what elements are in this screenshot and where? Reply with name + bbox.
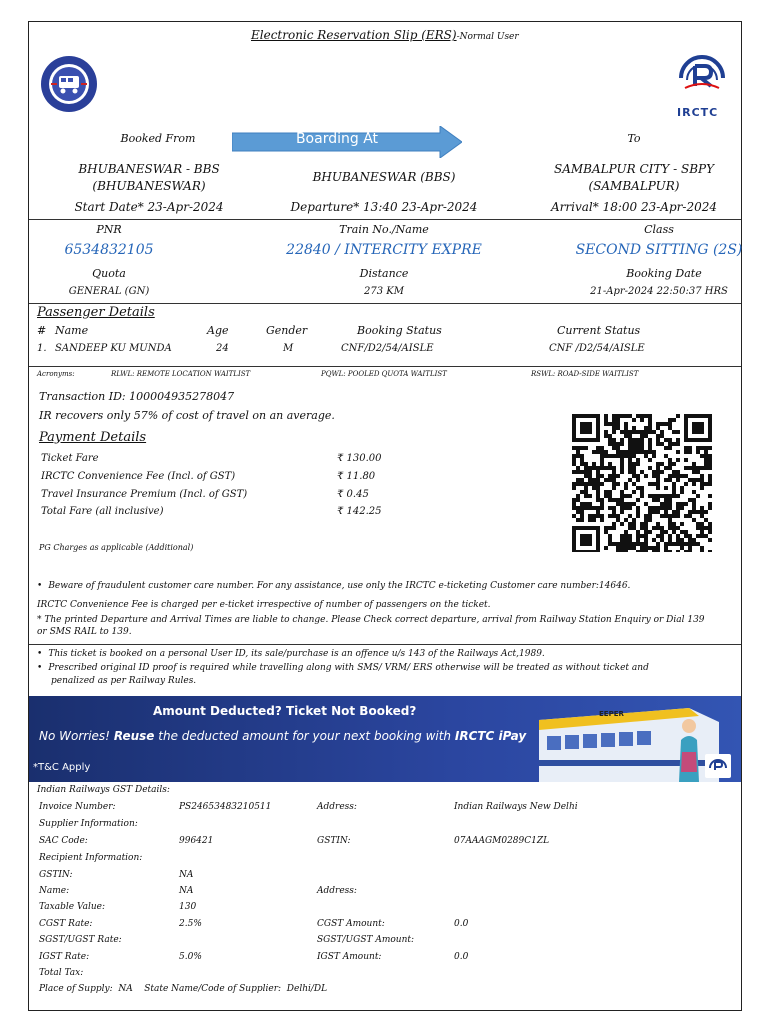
indian-railways-logo xyxy=(39,54,99,114)
col-booking-status: Booking Status xyxy=(357,324,442,337)
passenger-booking-status: CNF/D2/54/AISLE xyxy=(341,343,434,354)
cgst-rate-value: 2.5% xyxy=(179,919,202,929)
irctc-logo xyxy=(671,50,733,106)
ipay-banner[interactable] xyxy=(29,696,741,782)
cost-recovery-note: IR recovers only 57% of cost of travel on an average. xyxy=(39,409,335,422)
start-date: Start Date* 23-Apr-2024 xyxy=(74,200,224,214)
place-of-supply: Place of Supply: NA State Name/Code of Supplier: Delhi/DL xyxy=(39,984,328,994)
cgst-amount-value: 0.0 xyxy=(454,919,469,929)
col-number: # xyxy=(37,324,47,337)
payment-details-heading: Payment Details xyxy=(39,430,147,445)
banner-message: No Worries! Reuse the deducted amount for your next booking with IRCTC iPay xyxy=(39,729,527,743)
gst-heading: Indian Railways GST Details: xyxy=(37,785,170,795)
fraud-warning: • Beware of fraudulent customer care number. For any assistance, use only the IRCTC e-ticketing Customer care number:14646. xyxy=(37,581,630,591)
id-proof-note-line1: • Prescribed original ID proof is required while travelling along with SMS/ VRM/ ERS otherwise will be treated as without ticket and xyxy=(37,663,649,673)
recipient-name-value: NA xyxy=(179,886,194,896)
acronym-rlwl: RLWL: REMOTE LOCATION WAITLIST xyxy=(111,370,251,378)
sac-code-label: SAC Code: xyxy=(39,836,88,846)
pnr-label: PNR xyxy=(96,223,122,236)
qr-code xyxy=(571,414,713,552)
cgst-rate-label: CGST Rate: xyxy=(39,919,93,929)
recipient-info-label: Recipient Information: xyxy=(39,853,143,863)
acronym-rswl: RSWL: ROAD-SIDE WAITLIST xyxy=(531,370,639,378)
train-value: 22840 / INTERCITY EXPRE xyxy=(286,242,482,258)
distance-label: Distance xyxy=(359,267,409,280)
pg-charges-note: PG Charges as applicable (Additional) xyxy=(39,543,194,552)
col-current-status: Current Status xyxy=(557,324,641,337)
irctc-logo-text: IRCTC xyxy=(677,106,719,119)
taxable-value-label: Taxable Value: xyxy=(39,902,106,912)
recipient-address-label: Address: xyxy=(317,886,357,896)
ticket-fare-value: ₹ 130.00 xyxy=(337,453,382,464)
ers-ticket xyxy=(28,21,742,1011)
booking-date-value: 21-Apr-2024 22:50:37 HRS xyxy=(590,286,728,297)
recipient-name-label: Name: xyxy=(39,886,70,896)
banner-tc: *T&C Apply xyxy=(33,762,91,773)
passenger-gender: M xyxy=(283,343,294,354)
invoice-number-label: Invoice Number: xyxy=(39,802,116,812)
boarding-at-label: Boarding At xyxy=(295,131,379,147)
insurance-value: ₹ 0.45 xyxy=(337,489,369,500)
banner-headline: Amount Deducted? Ticket Not Booked? xyxy=(153,704,417,718)
to-city: (SAMBALPUR) xyxy=(588,179,680,193)
invoice-number-value: PS24653483210511 xyxy=(179,802,272,812)
sgst-rate-label: SGST/UGST Rate: xyxy=(39,935,122,945)
taxable-value: 130 xyxy=(179,902,197,912)
passenger-number: 1. xyxy=(37,343,47,354)
to-label: To xyxy=(627,132,641,145)
convenience-note: IRCTC Convenience Fee is charged per e-ticket irrespective of number of passengers on the ticket. xyxy=(37,600,491,610)
convenience-fee-label: IRCTC Convenience Fee (Incl. of GST) xyxy=(41,471,236,482)
passenger-current-status: CNF /D2/54/AISLE xyxy=(549,343,645,354)
ticket-fare-label: Ticket Fare xyxy=(41,453,99,464)
quota-label: Quota xyxy=(92,267,126,280)
insurance-label: Travel Insurance Premium (Incl. of GST) xyxy=(41,489,248,500)
address-value: Indian Railways New Delhi xyxy=(454,802,578,812)
from-city: (BHUBANESWAR) xyxy=(92,179,206,193)
convenience-fee-value: ₹ 11.80 xyxy=(337,471,376,482)
recipient-gstin-value: NA xyxy=(179,870,194,880)
ers-title: Electronic Reservation Slip (ERS)-Normal User xyxy=(251,28,519,42)
igst-amount-label: IGST Amount: xyxy=(317,952,382,962)
to-station: SAMBALPUR CITY - SBPY xyxy=(553,162,715,176)
booking-date-label: Booking Date xyxy=(626,267,702,280)
total-fare-value: ₹ 142.25 xyxy=(337,506,382,517)
transaction-id: Transaction ID: 100004935278047 xyxy=(39,390,235,403)
distance-value: 273 KM xyxy=(364,286,404,297)
igst-rate-label: IGST Rate: xyxy=(39,952,90,962)
times-note-line2: or SMS RAIL to 139. xyxy=(37,627,132,637)
acronym-pqwl: PQWL: POOLED QUOTA WAITLIST xyxy=(321,370,447,378)
igst-amount-value: 0.0 xyxy=(454,952,469,962)
train-illustration xyxy=(539,702,719,782)
train-label: Train No./Name xyxy=(339,223,429,236)
igst-rate-value: 5.0% xyxy=(179,952,202,962)
col-gender: Gender xyxy=(266,324,308,337)
cgst-amount-label: CGST Amount: xyxy=(317,919,385,929)
times-note-line1: * The printed Departure and Arrival Times are liable to change. Please Check correct departure, arrival from Railway Station Enquiry or Dial 139 xyxy=(37,615,705,625)
acronyms-label: Acronyms: xyxy=(37,370,75,378)
id-proof-note-line2: penalized as per Railway Rules. xyxy=(51,676,197,686)
col-age: Age xyxy=(207,324,229,337)
gstin-label: GSTIN: xyxy=(317,836,351,846)
from-station: BHUBANESWAR - BBS xyxy=(78,162,220,176)
passenger-name: SANDEEP KU MUNDA xyxy=(55,343,172,354)
passenger-details-heading: Passenger Details xyxy=(37,305,155,320)
banner-irctc-icon xyxy=(705,754,731,778)
sgst-amount-label: SGST/UGST Amount: xyxy=(317,935,415,945)
quota-value: GENERAL (GN) xyxy=(68,286,150,297)
departure-time: Departure* 13:40 23-Apr-2024 xyxy=(290,200,478,214)
class-label: Class xyxy=(644,223,674,236)
recipient-gstin-label: GSTIN: xyxy=(39,870,73,880)
sac-code-value: 996421 xyxy=(179,836,214,846)
gstin-value: 07AAAGM0289C1ZL xyxy=(454,836,550,846)
pnr-value: 6534832105 xyxy=(64,242,154,258)
supplier-info-label: Supplier Information: xyxy=(39,819,138,829)
col-name: Name xyxy=(55,324,89,337)
personal-id-note: • This ticket is booked on a personal User ID, its sale/purchase is an offence u/s 143 of the Railways Act,1989. xyxy=(37,649,545,659)
class-value: SECOND SITTING (2S) xyxy=(575,242,743,258)
train-sleeper-text: EEPER xyxy=(599,710,624,718)
address-label: Address: xyxy=(317,802,357,812)
booked-from-label: Booked From xyxy=(120,132,196,145)
total-fare-label: Total Fare (all inclusive) xyxy=(41,506,164,517)
passenger-age: 24 xyxy=(216,343,229,354)
total-tax-label: Total Tax: xyxy=(39,968,84,978)
arrival-time: Arrival* 18:00 23-Apr-2024 xyxy=(551,200,717,214)
boarding-station: BHUBANESWAR (BBS) xyxy=(312,170,456,184)
